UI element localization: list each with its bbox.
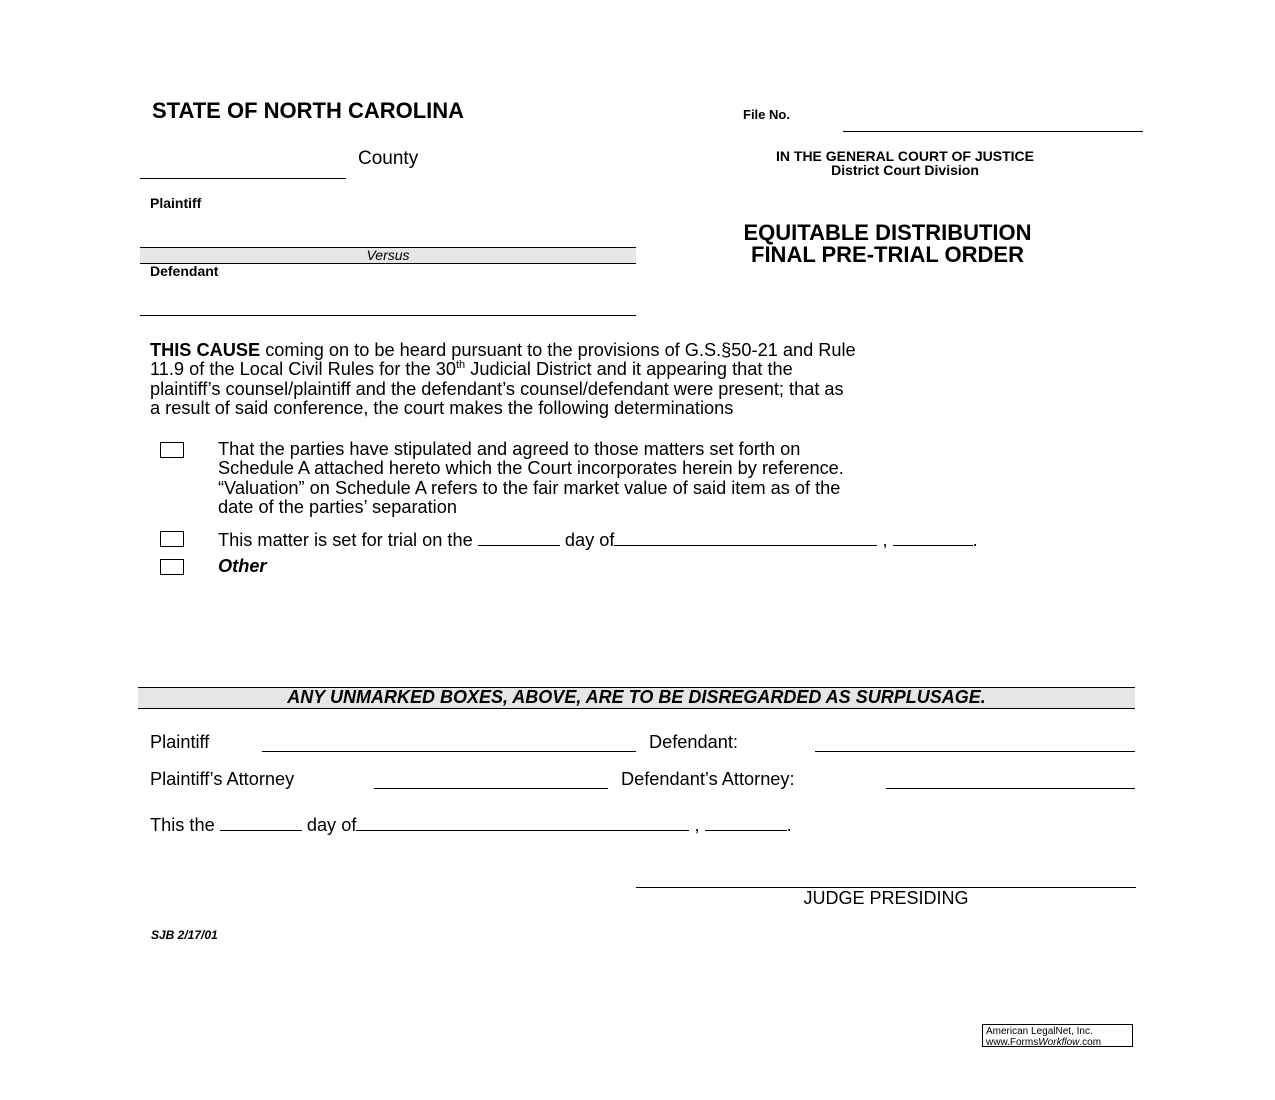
trial-comma: , [882,530,888,550]
publisher-url-b: Workflow [1038,1037,1080,1048]
state-heading: STATE OF NORTH CAROLINA [152,98,465,123]
schedule-a-checkbox[interactable] [160,442,184,458]
this-the-label: This the [150,815,215,835]
file-no-label: File No. [743,107,790,122]
intro-line-3: plaintiff’s counsel/plaintiff and the defendant’s counsel/defendant were present; that as [150,378,844,399]
plaintiff-attorney-field[interactable] [374,788,608,789]
intro-lead: THIS CAUSE [150,340,261,360]
publisher-url-c: .com [1079,1037,1102,1048]
intro-paragraph [150,341,1130,418]
sig-plaintiff-attorney-label: Plaintiff’s Attorney [150,769,295,789]
title-line-1: EQUITABLE DISTRIBUTION [743,220,1032,245]
sig-plaintiff-label: Plaintiff [150,732,210,752]
trial-year-field[interactable] [893,530,973,546]
intro-line-2a: 11.9 of the Local Civil Rules for the 30 [150,359,456,380]
judge-presiding-label: JUDGE PRESIDING [803,888,969,908]
county-field[interactable] [140,178,346,179]
order-comma: , [694,815,700,835]
defendant-name-field[interactable] [140,315,636,316]
county-label: County [358,148,419,169]
document-title [660,222,1115,266]
intro-line-2-sup: th [456,359,466,372]
trial-date-checkbox[interactable] [160,531,184,547]
schedule-a-text [218,440,844,517]
other-label: Other [218,556,267,576]
plaintiff-signature-field[interactable] [262,751,636,752]
publisher-name: American LegalNet, Inc. [986,1026,1093,1037]
order-period: . [786,815,792,835]
publisher-url-a: www.Forms [986,1037,1039,1048]
order-day-of: day of [306,815,357,835]
trial-day-of: day of [564,530,615,550]
defendant-label: Defendant [150,263,219,279]
publisher-url [986,1037,1129,1048]
form-code: SJB 2/17/01 [151,928,218,942]
sig-defendant-label: Defendant: [649,732,738,752]
trial-month-field[interactable] [614,530,877,546]
defendant-attorney-field[interactable] [886,788,1135,789]
court-name: IN THE GENERAL COURT OF JUSTICE [776,148,1034,164]
intro-line-1: coming on to be heard pursuant to the provisions of G.S.§50-21 and Rule [260,340,856,360]
order-day-field[interactable] [220,815,302,831]
surplusage-notice: ANY UNMARKED BOXES, ABOVE, ARE TO BE DISREGARDED AS SURPLUSAGE. [287,687,986,707]
order-month-field[interactable] [356,815,689,831]
schedule-line-3: “Valuation” on Schedule A refers to the fair market value of said item as of the [218,477,841,498]
sig-defendant-attorney-label: Defendant’s Attorney: [621,769,795,789]
trial-period: . [972,530,978,550]
schedule-line-2: Schedule A attached hereto which the Court incorporates herein by reference. [218,458,844,479]
court-division: District Court Division [831,162,979,178]
other-checkbox[interactable] [160,559,184,575]
trial-day-field[interactable] [478,530,560,546]
title-line-2: FINAL PRE-TRIAL ORDER [751,242,1024,267]
publisher-logo [982,1024,1133,1047]
plaintiff-label: Plaintiff [150,195,202,211]
schedule-line-4: date of the parties’ separation [218,496,457,517]
defendant-signature-field[interactable] [815,751,1135,752]
trial-date-text [218,530,978,550]
order-year-field[interactable] [705,815,787,831]
file-no-field[interactable] [843,131,1143,132]
versus-label: Versus [366,247,410,263]
intro-line-2b: Judicial District and it appearing that the [465,359,793,380]
intro-line-4: a result of said conference, the court makes the following determinations [150,397,734,418]
trial-prefix: This matter is set for trial on the [218,530,473,550]
schedule-line-1: That the parties have stipulated and agreed to those matters set forth on [218,439,801,459]
date-line [150,815,792,836]
